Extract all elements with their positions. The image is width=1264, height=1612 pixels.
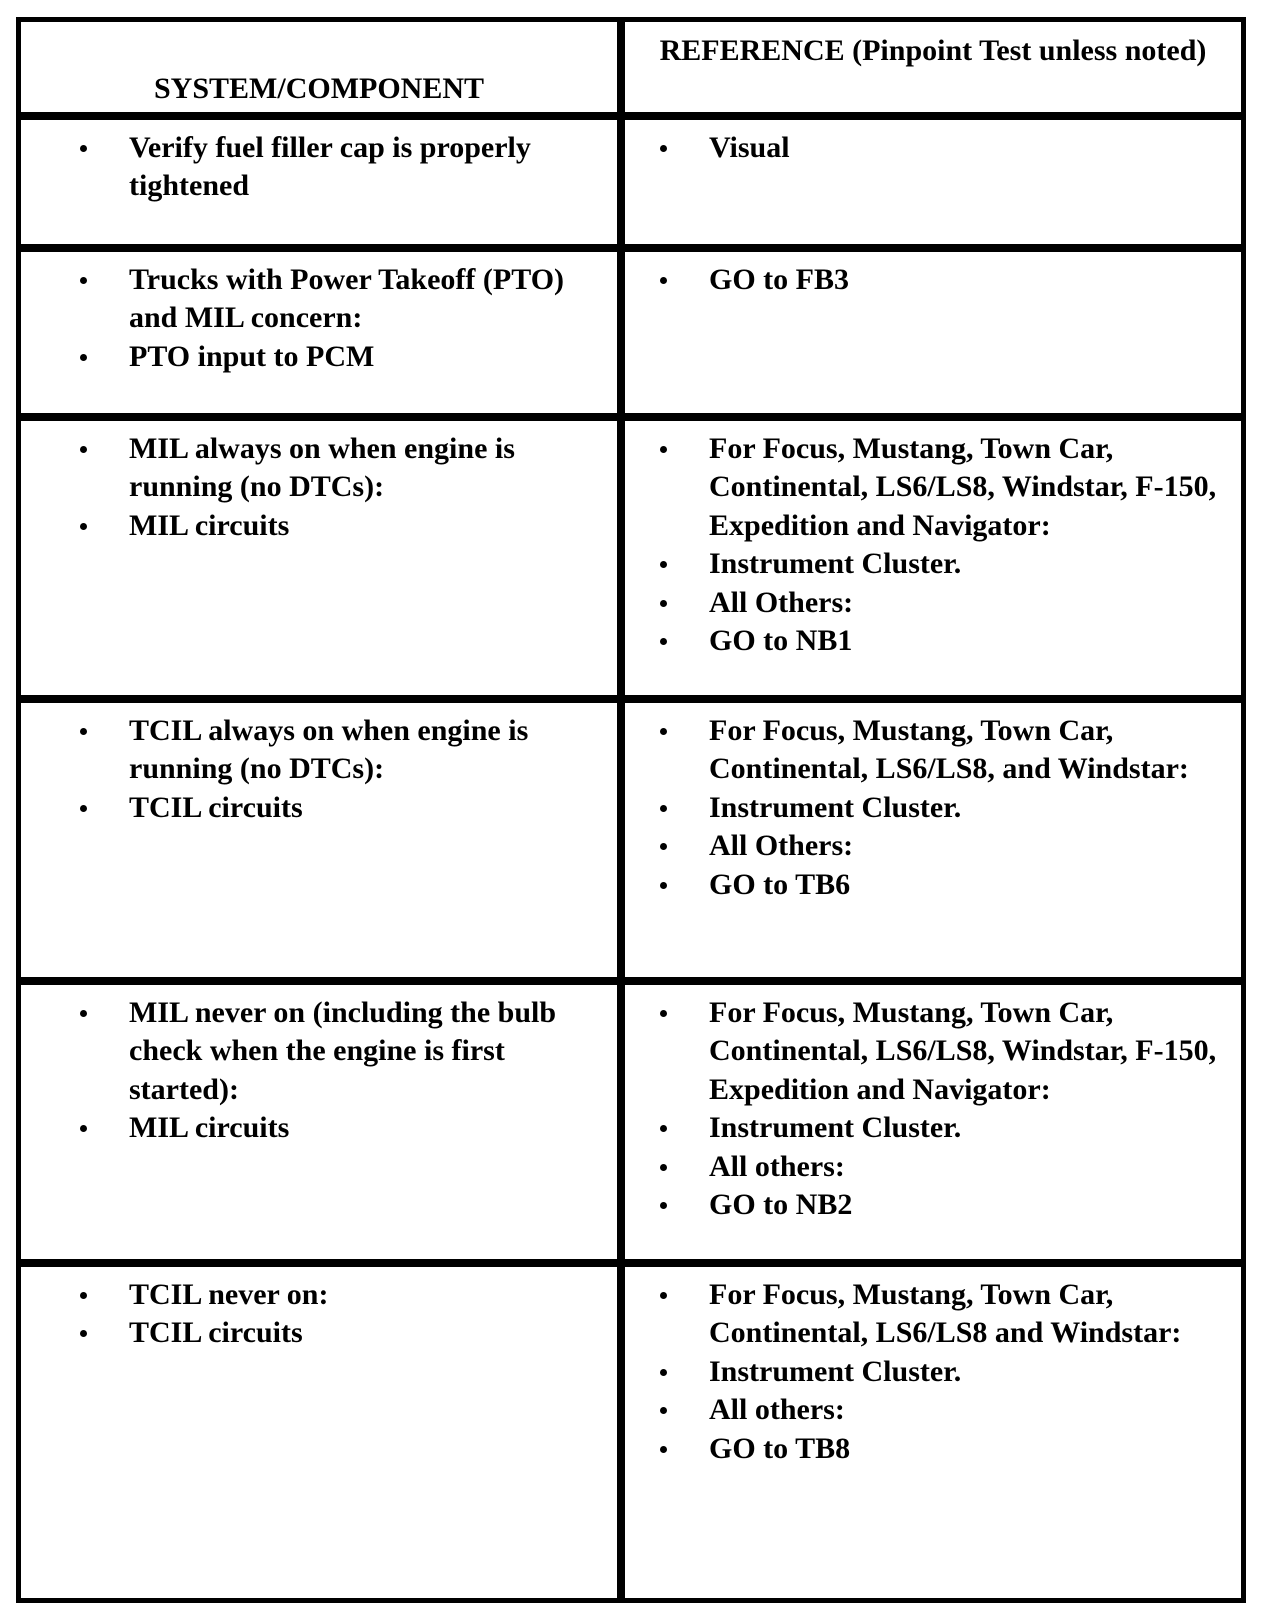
list-item: For Focus, Mustang, Town Car, Continental, LS6/LS8, Windstar, F-150, Expedition and Navigator: [601, 430, 1246, 545]
row-6-system [21, 1276, 611, 1353]
row-6-reference [601, 1276, 1241, 1468]
list-item: MIL circuits [21, 1109, 597, 1147]
row-1-system [21, 129, 611, 206]
list-item: MIL circuits [21, 507, 597, 545]
list-item: TCIL circuits [21, 789, 601, 827]
row-divider [21, 1259, 1241, 1267]
list-item: Trucks with Power Takeoff (PTO) and MIL concern: [21, 261, 597, 338]
list-item: All others: [601, 1148, 1246, 1186]
list-item: GO to TB8 [601, 1430, 1211, 1468]
row-2-system [21, 261, 611, 376]
list-item: GO to NB2 [601, 1186, 1246, 1224]
row-2-reference [601, 261, 1241, 299]
list-item: Visual [601, 129, 1227, 167]
row-divider [21, 112, 1241, 120]
row-3-system [21, 430, 611, 545]
list-item: All Others: [601, 827, 1227, 865]
row-3-reference [601, 430, 1246, 660]
row-5-reference [601, 994, 1246, 1224]
row-4-system [21, 712, 611, 827]
list-item: GO to NB1 [601, 622, 1246, 660]
row-4-reference [601, 712, 1241, 904]
row-5-system [21, 994, 611, 1148]
list-item: MIL always on when engine is running (no DTCs): [21, 430, 597, 507]
list-item: All Others: [601, 584, 1246, 622]
list-item: TCIL always on when engine is running (no DTCs): [21, 712, 601, 789]
list-item: For Focus, Mustang, Town Car, Continental, LS6/LS8, Windstar, F-150, Expedition and Navigator: [601, 994, 1246, 1109]
list-item: MIL never on (including the bulb check when the engine is first started): [21, 994, 597, 1109]
list-item: For Focus, Mustang, Town Car, Continental, LS6/LS8 and Windstar: [601, 1276, 1211, 1353]
list-item: GO to FB3 [601, 261, 1227, 299]
row-1-reference [601, 129, 1241, 167]
list-item: Instrument Cluster. [601, 1353, 1211, 1391]
row-divider [21, 695, 1241, 703]
list-item: GO to TB6 [601, 866, 1227, 904]
header-system-component: SYSTEM/COMPONENT [153, 72, 485, 105]
list-item: TCIL circuits [21, 1314, 597, 1352]
row-divider [21, 413, 1241, 421]
row-divider [21, 244, 1241, 252]
list-item: For Focus, Mustang, Town Car, Continental, LS6/LS8, and Windstar: [601, 712, 1227, 789]
row-divider [21, 977, 1241, 985]
list-item: PTO input to PCM [21, 338, 597, 376]
list-item: Verify fuel filler cap is properly tightened [21, 129, 597, 206]
list-item: Instrument Cluster. [601, 1109, 1246, 1147]
header-reference: REFERENCE (Pinpoint Test unless noted) [659, 34, 1207, 67]
list-item: Instrument Cluster. [601, 789, 1227, 827]
list-item: Instrument Cluster. [601, 545, 1246, 583]
list-item: All others: [601, 1391, 1211, 1429]
diagnostic-table [16, 17, 1246, 1603]
list-item: TCIL never on: [21, 1276, 597, 1314]
